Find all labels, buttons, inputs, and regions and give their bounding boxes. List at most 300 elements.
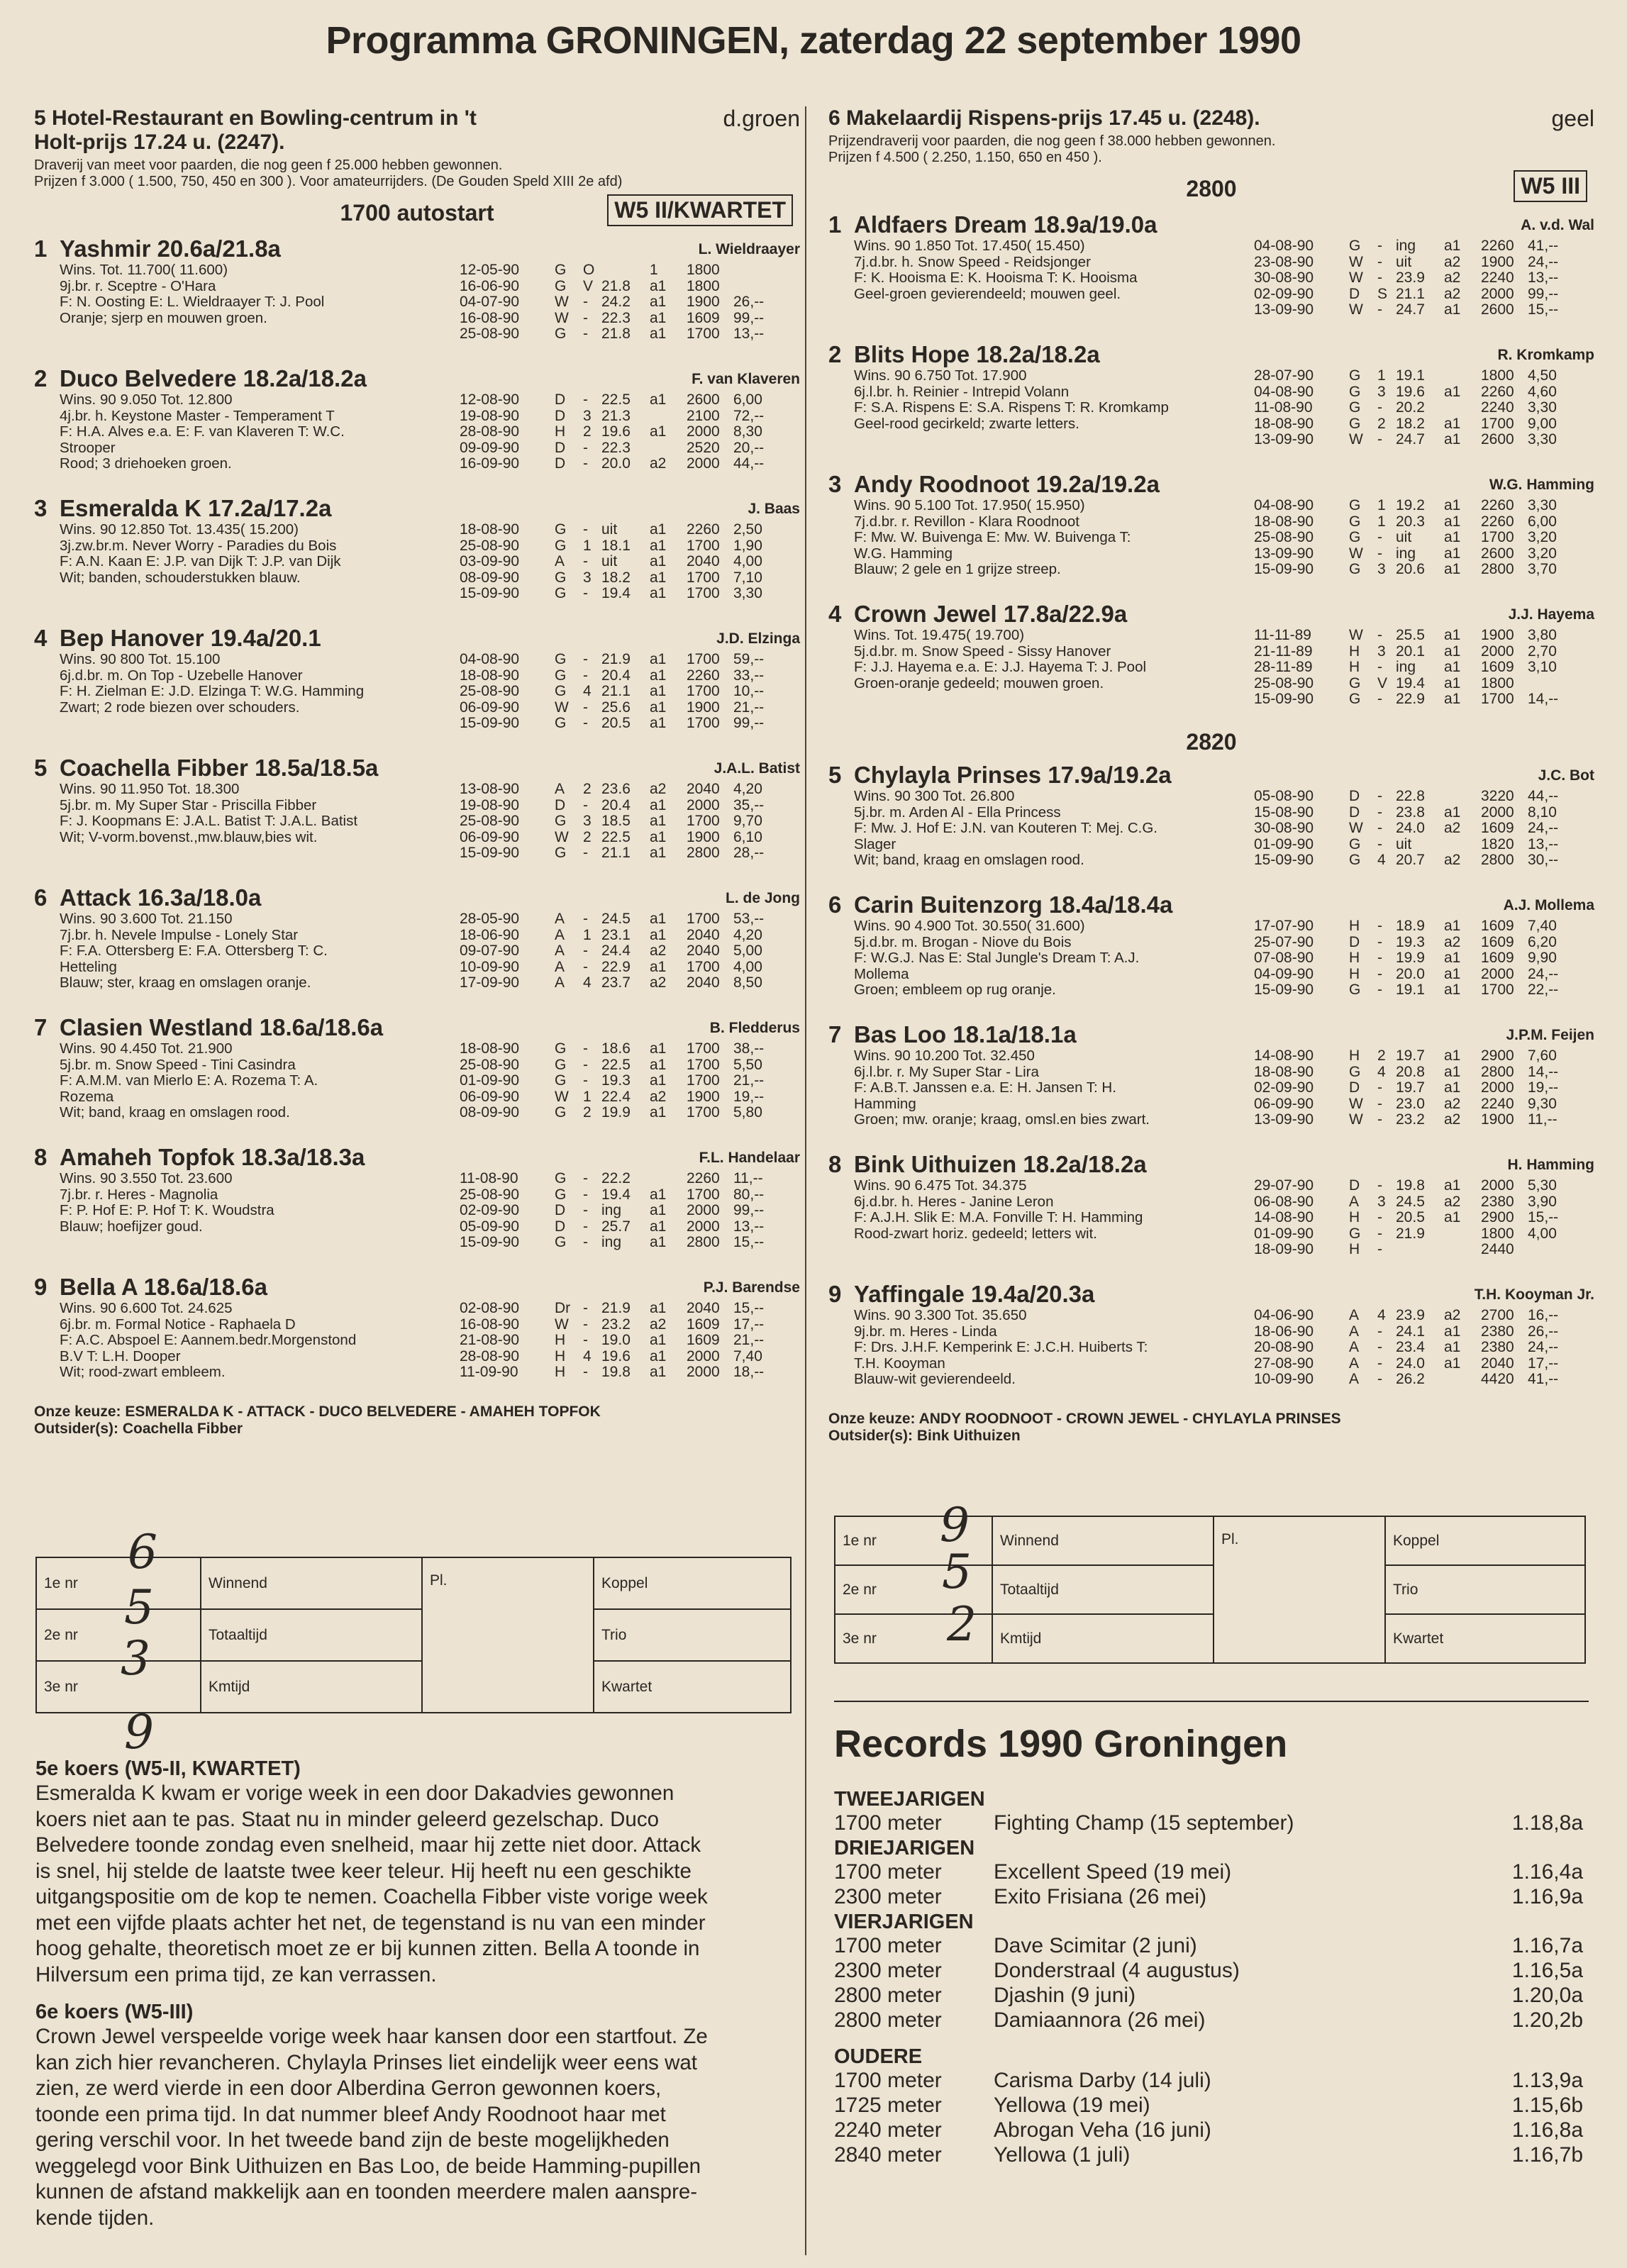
result-cell: 2600 (1481, 545, 1514, 562)
result-cell: W (1349, 627, 1363, 643)
race-6-choice (828, 1411, 1594, 1445)
horse-entry (34, 1014, 800, 1137)
result-cell: W (1349, 301, 1363, 318)
result-cell: 1800 (1481, 674, 1514, 691)
record-row (834, 1934, 1589, 1959)
bet-cell-totaaltijd[interactable] (201, 1609, 422, 1661)
result-cell: 2260 (1481, 383, 1514, 400)
bet-label: 2e nr (843, 1581, 877, 1598)
horse-detail-line: Wins. 90 9.050 Tot. 12.800 (60, 391, 233, 408)
record-horse: Yellowa (19 mei) (994, 2094, 1150, 2117)
result-cell: 2 (583, 1104, 592, 1121)
result-cell: 18-06-90 (1254, 1323, 1314, 1340)
result-cell: 99,-- (733, 309, 765, 326)
result-cell: 1700 (687, 1186, 720, 1203)
horse-detail-line: Hamming (854, 1095, 916, 1112)
result-cell: 16,-- (1528, 1307, 1559, 1323)
result-cell: 23.7 (601, 974, 631, 991)
result-cell: H (555, 1347, 566, 1364)
record-horse: Dave Scimitar (2 juni) (994, 1934, 1197, 1957)
result-cell: a2 (1444, 285, 1461, 302)
result-cell: 41,-- (1528, 238, 1559, 254)
horse-detail-line: F: H.A. Alves e.a. E: F. van Klaveren T: W.C. (60, 423, 345, 440)
result-cell: 27-08-90 (1254, 1355, 1314, 1372)
result-cell: 15-09-90 (460, 715, 520, 731)
result-cell: 06-09-90 (460, 699, 520, 716)
result-cell: 2000 (1481, 965, 1514, 982)
result-cell: D (1349, 788, 1360, 804)
result-cell: a2 (1444, 933, 1461, 950)
horse-detail-line: Wins. 90 3.550 Tot. 23.600 (60, 1170, 233, 1186)
result-row (1254, 852, 1601, 869)
horse-title: Amaheh Topfok 18.3a/18.3a (60, 1144, 365, 1170)
result-row (1254, 255, 1601, 271)
result-cell: - (583, 1300, 588, 1316)
result-cell: 06-09-90 (460, 828, 520, 845)
horse-detail-line: F: H. Zielman E: J.D. Elzinga T: W.G. Hamming (60, 683, 365, 699)
result-cell: 2000 (687, 1347, 720, 1364)
result-cell: 2040 (687, 1300, 720, 1316)
commentary-line: met een vijfde plaats achter het net, de tegenstand is nu van een minder (35, 1911, 706, 1935)
result-cell: 1800 (1481, 367, 1514, 384)
result-cell: a2 (650, 781, 667, 797)
horse-name (34, 755, 800, 782)
result-cell: 3,20 (1528, 545, 1557, 562)
result-cell: 38,-- (733, 1040, 765, 1057)
horse-number: 5 (34, 755, 48, 781)
records-category: DRIEJARIGEN (834, 1837, 975, 1860)
result-row (460, 1041, 807, 1057)
horse-detail-line: Blauw; hoefijzer goud. (60, 1218, 203, 1235)
bet-cell-kmtijd[interactable] (992, 1614, 1214, 1663)
bet-cell-kwartet[interactable] (1385, 1614, 1585, 1663)
horse-entry (828, 1281, 1594, 1403)
result-row (1254, 514, 1601, 530)
result-cell: - (1377, 399, 1382, 416)
record-horse: Fighting Champ (15 september) (994, 1811, 1294, 1835)
horse-info (828, 498, 1594, 594)
result-cell: 3,10 (1528, 659, 1557, 675)
result-cell: W (1349, 1095, 1363, 1112)
result-cell: 1700 (687, 651, 720, 667)
record-time: 1.20,2b (1511, 2008, 1583, 2032)
result-cell: V (583, 277, 594, 294)
result-cell: a2 (1444, 253, 1461, 270)
horse-results (1254, 1178, 1601, 1258)
result-cell: - (1377, 545, 1382, 562)
result-cell: 3,70 (1528, 561, 1557, 577)
result-cell: 04-08-90 (1254, 497, 1314, 513)
result-cell: H (1349, 643, 1360, 660)
result-cell: 24.5 (601, 911, 631, 927)
result-cell: 21.8 (601, 277, 631, 294)
result-cell: a2 (1444, 1095, 1461, 1112)
horse-detail-line: Wit; band, kraag en omslagen rood. (854, 852, 1084, 868)
result-cell: 25-08-90 (460, 813, 520, 829)
result-row (460, 668, 807, 684)
result-row (1254, 530, 1601, 546)
commentary-line: Crown Jewel verspeelde vorige week haar kansen door een startfout. Ze (35, 2025, 708, 2048)
result-cell: 2900 (1481, 1209, 1514, 1225)
result-cell: 1700 (687, 537, 720, 554)
result-cell: 21.1 (601, 683, 631, 699)
race-6-cond-line: Prijzen f 4.500 ( 2.250, 1.150, 650 en 450 ). (828, 150, 1102, 165)
record-distance: 2800 meter (834, 2008, 942, 2032)
result-cell: 2380 (1481, 1193, 1514, 1210)
bet-cell-place[interactable] (1214, 1516, 1385, 1663)
horse-results (460, 1041, 807, 1121)
horse-title: Andy Roodnoot 19.2a/19.2a (854, 471, 1160, 497)
bet-cell-second[interactable] (36, 1609, 201, 1661)
result-cell: 25-08-90 (1254, 674, 1314, 691)
record-distance: 2300 meter (834, 1959, 942, 1982)
horse-detail-line: 7j.d.br. h. Snow Speed - Reidsjonger (854, 253, 1091, 270)
result-cell: G (555, 1170, 567, 1186)
handwritten-number: 9 (124, 1705, 154, 1760)
horse-number: 6 (828, 891, 842, 918)
horse-detail-line: Wit; rood-zwart embleem. (60, 1364, 226, 1380)
result-cell: 18-08-90 (1254, 513, 1314, 530)
result-row (460, 1057, 807, 1074)
result-cell: 2260 (687, 521, 720, 538)
result-cell: 9,00 (1528, 415, 1557, 432)
bet-cell-kmtijd[interactable] (201, 1661, 422, 1713)
result-cell: 23.8 (1396, 804, 1425, 821)
result-cell: 28-11-89 (1254, 659, 1313, 675)
horse-number: 4 (34, 625, 48, 651)
result-cell: uit (601, 521, 618, 538)
result-cell: 2000 (1481, 1177, 1514, 1194)
horse-entry (34, 495, 800, 618)
result-cell: a2 (650, 1088, 667, 1105)
bet-cell-first[interactable] (36, 1557, 201, 1609)
result-cell: G (1349, 1225, 1361, 1242)
result-cell: D (1349, 804, 1360, 821)
result-cell: a2 (1444, 1193, 1461, 1210)
result-cell: 15-09-90 (1254, 982, 1314, 998)
horse-driver: W.G. Hamming (1489, 477, 1594, 493)
race-6-badge: W5 III (1514, 170, 1587, 202)
result-row (1254, 1210, 1601, 1226)
result-cell: W (555, 1316, 569, 1333)
horse-info (34, 1301, 800, 1396)
result-cell: - (583, 1234, 588, 1250)
result-cell: 6,00 (1528, 513, 1557, 530)
result-cell: a1 (650, 1040, 667, 1057)
horse-name (828, 1021, 1594, 1048)
result-cell: 23.1 (601, 926, 631, 943)
records-category: TWEEJARIGEN (834, 1788, 985, 1811)
result-cell: 02-09-90 (1254, 1079, 1314, 1096)
result-cell: 2000 (687, 1202, 720, 1218)
horse-detail-line: F: Mw. J. Hof E: J.N. van Kouteren T: Mej. C.G. (854, 820, 1157, 836)
result-cell: - (1377, 835, 1382, 852)
bet-label: Winnend (1000, 1532, 1059, 1549)
result-cell: 2260 (1481, 497, 1514, 513)
result-cell: a1 (650, 1364, 667, 1380)
horse-driver: J. Baas (748, 501, 800, 517)
result-cell: 1900 (687, 699, 720, 716)
race-5-choice (34, 1403, 800, 1438)
record-row (834, 1885, 1589, 1910)
result-cell: D (1349, 1177, 1360, 1194)
result-cell: 21.8 (601, 326, 631, 342)
result-cell: 4 (583, 683, 592, 699)
result-cell: 24,-- (1528, 820, 1559, 836)
bet-label: Kwartet (1393, 1630, 1444, 1647)
result-cell: 04-08-90 (460, 651, 520, 667)
result-cell: 1700 (687, 326, 720, 342)
bet-cell-third[interactable] (36, 1661, 201, 1713)
result-cell: 72,-- (733, 407, 765, 424)
result-row (460, 1105, 807, 1121)
race-6-pick: Onze keuze: ANDY ROODNOOT - CROWN JEWEL - CHYLAYLA PRINSES (828, 1411, 1341, 1427)
result-cell: 20.5 (1396, 1209, 1425, 1225)
result-cell: a1 (1444, 415, 1461, 432)
result-cell: G (1349, 691, 1361, 707)
result-cell: 99,-- (1528, 285, 1559, 302)
result-cell: 19.9 (601, 1104, 631, 1121)
horse-results (460, 911, 807, 991)
result-cell: 2000 (1481, 804, 1514, 821)
result-cell: 24.5 (1396, 1193, 1425, 1210)
horse-results (460, 262, 807, 343)
bet-cell-kwartet[interactable] (594, 1661, 791, 1713)
result-cell: ing (1396, 545, 1416, 562)
result-cell: 13-08-90 (460, 781, 520, 797)
race-5-horse-list (34, 235, 800, 1396)
result-cell: H (1349, 965, 1360, 982)
horse-entry (828, 1151, 1594, 1274)
result-cell: 18-08-90 (1254, 1063, 1314, 1080)
result-cell: 13-09-90 (1254, 1111, 1314, 1128)
result-cell: G (1349, 561, 1361, 577)
result-cell: 2380 (1481, 1323, 1514, 1340)
horse-details (854, 1048, 1258, 1128)
result-row (1254, 805, 1601, 821)
race-6-header (828, 106, 1594, 130)
bet-cell-koppel[interactable] (594, 1557, 791, 1609)
horse-detail-line: F: A.J.H. Slik E: M.A. Fonville T: H. Hamming (854, 1209, 1143, 1225)
result-cell: 1 (583, 1088, 592, 1105)
result-cell: 28-05-90 (460, 911, 520, 927)
result-cell: a1 (650, 1104, 667, 1121)
record-distance: 2240 meter (834, 2118, 942, 2142)
result-cell: 2240 (1481, 399, 1514, 416)
horse-detail-line: 7j.br. h. Nevele Impulse - Lonely Star (60, 926, 299, 943)
result-cell: 26,-- (733, 294, 765, 310)
horse-detail-line: F: Mw. W. Buivenga E: Mw. W. Buivenga T: (854, 529, 1131, 545)
result-row (1254, 950, 1601, 967)
result-row (460, 684, 807, 700)
result-cell: a2 (650, 974, 667, 991)
bet-cell-winnend[interactable] (201, 1557, 422, 1609)
horse-number: 2 (828, 341, 842, 367)
handwritten-number: 6 (128, 1525, 157, 1579)
bet-cell-totaaltijd[interactable] (992, 1565, 1214, 1614)
result-cell: 2600 (687, 391, 720, 408)
horse-driver: P.J. Barendse (703, 1279, 800, 1296)
result-cell: 20.5 (601, 715, 631, 731)
page-title: Programma GRONINGEN, zaterdag 22 september 1990 (326, 19, 1301, 62)
horse-details (854, 1308, 1258, 1388)
horse-detail-line: Geel-groen gevierendeeld; mouwen geel. (854, 285, 1121, 302)
result-cell: a1 (1444, 1047, 1461, 1064)
horse-name (34, 365, 800, 392)
result-cell: 06-08-90 (1254, 1193, 1314, 1210)
race-6-distance: 2800 (1186, 176, 1237, 201)
result-cell: 4 (583, 974, 592, 991)
horse-details (854, 498, 1258, 578)
result-cell: 21,-- (733, 1072, 765, 1089)
result-cell: 7,40 (733, 1347, 762, 1364)
result-cell: - (583, 294, 588, 310)
horse-info (34, 1041, 800, 1137)
result-cell: D (1349, 933, 1360, 950)
result-cell: G (555, 667, 567, 684)
result-cell: 15-09-90 (1254, 691, 1314, 707)
horse-title: Crown Jewel 17.8a/22.9a (854, 601, 1128, 627)
bet-cell-trio[interactable] (1385, 1565, 1585, 1614)
horse-title: Duco Belvedere 18.2a/18.2a (60, 365, 367, 391)
horse-detail-line: Wins. 90 3.300 Tot. 35.650 (854, 1307, 1027, 1323)
horse-number: 5 (828, 762, 842, 788)
bet-cell-place[interactable] (422, 1557, 594, 1713)
bet-label: Pl. (430, 1572, 448, 1589)
record-row (834, 1811, 1589, 1836)
horse-title: Bep Hanover 19.4a/20.1 (60, 625, 321, 651)
result-cell: 1900 (687, 294, 720, 310)
result-cell: 7,40 (1528, 918, 1557, 934)
result-cell: a1 (650, 1332, 667, 1348)
result-cell: W (1349, 269, 1363, 286)
result-cell: 22.3 (601, 439, 631, 456)
result-cell: - (1377, 529, 1382, 545)
result-cell: - (1377, 301, 1382, 318)
horse-number: 1 (34, 235, 48, 262)
race-5-cond-line: Draverij van meet voor paarden, die nog geen f 25.000 hebben gewonnen. (34, 157, 503, 173)
result-cell: 2 (1377, 415, 1386, 432)
result-cell: - (1377, 1177, 1382, 1194)
horse-entry (828, 762, 1594, 884)
result-cell: 2800 (1481, 852, 1514, 868)
result-row (460, 392, 807, 408)
result-cell: D (1349, 285, 1360, 302)
result-cell: a1 (650, 553, 667, 569)
result-cell: 20.3 (1396, 513, 1425, 530)
result-row (460, 408, 807, 425)
result-cell: G (1349, 835, 1361, 852)
result-row (1254, 691, 1601, 708)
horse-number: 3 (34, 495, 48, 521)
result-cell: 06-09-90 (460, 1088, 520, 1105)
result-cell: 2040 (687, 943, 720, 959)
result-cell: - (583, 455, 588, 472)
result-cell: a2 (1444, 1111, 1461, 1128)
result-cell: 21.9 (601, 1300, 631, 1316)
horse-results (460, 652, 807, 732)
result-cell: 2600 (1481, 431, 1514, 448)
result-cell: 3 (1377, 643, 1386, 660)
result-cell: 12-08-90 (460, 391, 520, 408)
records-category: OUDERE (834, 2045, 923, 2068)
result-cell: 1609 (1481, 950, 1514, 966)
horse-detail-line: Wins. Tot. 19.475( 19.700) (854, 627, 1025, 643)
horse-entry (828, 1021, 1594, 1144)
horse-detail-line: Wins. Tot. 11.700( 11.600) (60, 262, 228, 278)
result-cell: 22,-- (1528, 982, 1559, 998)
horse-details (854, 368, 1258, 432)
bet-cell-winnend[interactable] (992, 1516, 1214, 1565)
horse-detail-line: Wins. 90 6.600 Tot. 24.625 (60, 1300, 233, 1316)
result-cell: 5,80 (733, 1104, 762, 1121)
result-cell: G (555, 1186, 567, 1203)
result-cell: 1700 (687, 569, 720, 586)
result-cell: - (583, 1364, 588, 1380)
result-cell: a1 (650, 1234, 667, 1250)
horse-detail-line: 4j.br. h. Keystone Master - Temperament T (60, 407, 335, 424)
result-cell: 5,00 (733, 943, 762, 959)
commentary-line: weggelegd voor Bink Uithuizen en Bas Loo, de beide Hamming-pupillen (35, 2154, 701, 2178)
record-row (834, 2143, 1589, 2168)
record-horse: Djashin (9 juni) (994, 1984, 1136, 2007)
result-cell: - (1377, 804, 1382, 821)
result-cell: - (583, 1170, 588, 1186)
result-cell: 13,-- (733, 1218, 765, 1235)
result-cell: D (555, 391, 566, 408)
result-cell: 2 (1377, 1047, 1386, 1064)
result-cell: 4 (583, 1347, 592, 1364)
horse-details (60, 522, 464, 586)
horse-info (828, 918, 1594, 1014)
bet-cell-trio[interactable] (594, 1609, 791, 1661)
horse-detail-line: Rood-zwart horiz. gedeeld; letters wit. (854, 1225, 1097, 1242)
result-cell: 26.2 (1396, 1371, 1425, 1387)
horse-details (60, 1301, 464, 1381)
result-cell: G (1349, 415, 1361, 432)
commentary-race-5-title: 5e koers (W5-II, KWARTET) (35, 1757, 301, 1780)
result-cell: 04-07-90 (460, 294, 520, 310)
result-cell: a2 (650, 1316, 667, 1333)
result-row (460, 279, 807, 295)
result-cell: 20.2 (1396, 399, 1425, 416)
horse-detail-line: 6j.l.br. h. Reinier - Intrepid Volann (854, 383, 1070, 400)
result-cell: 15-09-90 (1254, 561, 1314, 577)
result-cell: - (1377, 659, 1382, 675)
horse-name (34, 625, 800, 652)
horse-name (34, 235, 800, 262)
result-cell: 19.9 (1396, 950, 1425, 966)
result-cell: 14-08-90 (1254, 1209, 1314, 1225)
bet-cell-koppel[interactable] (1385, 1516, 1585, 1565)
race-5-badge: W5 II/KWARTET (607, 194, 793, 226)
horse-number: 8 (34, 1144, 48, 1170)
result-cell: 13,-- (1528, 269, 1559, 286)
horse-details (60, 911, 464, 991)
result-cell: 13-09-90 (1254, 431, 1314, 448)
result-cell: 2040 (687, 974, 720, 991)
result-cell: 2040 (687, 926, 720, 943)
result-cell: 4,50 (1528, 367, 1557, 384)
result-cell: A (1349, 1371, 1360, 1387)
result-cell: 20-08-90 (1254, 1339, 1314, 1355)
result-cell: 10-09-90 (1254, 1371, 1314, 1387)
result-cell: - (1377, 269, 1382, 286)
result-cell: 13-09-90 (1254, 301, 1314, 318)
result-cell: H (555, 1332, 566, 1348)
result-cell: 17-07-90 (1254, 918, 1314, 934)
horse-detail-line: Wins. 90 3.600 Tot. 21.150 (60, 911, 233, 927)
